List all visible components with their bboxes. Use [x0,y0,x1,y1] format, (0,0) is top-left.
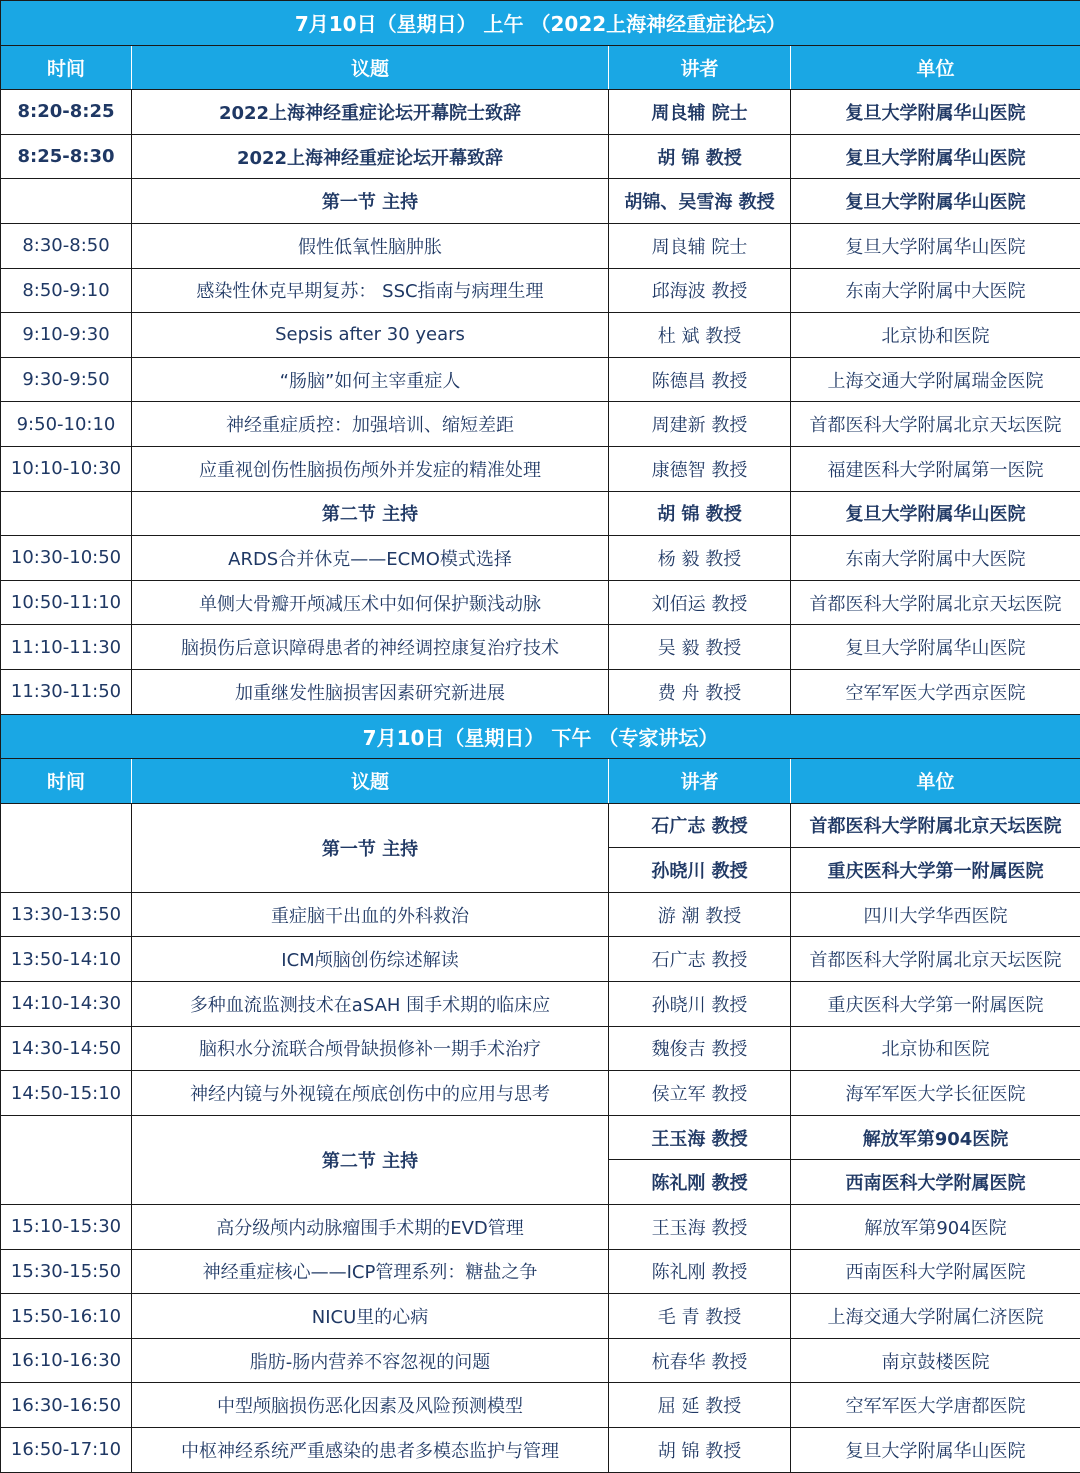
time-cell: 8:20-8:25 [1,90,132,135]
session-title-row [1,714,1080,759]
time-cell: 10:10-10:30 [1,446,132,491]
table-row [1,536,1080,581]
topic-cell: 脂肪-肠内营养不容忽视的问题 [132,1338,609,1383]
unit-cell: 首都医科大学附属北京天坛医院 [791,580,1080,625]
unit-cell: 空军军医大学唐都医院 [791,1383,1080,1428]
unit-cell: 海军军医大学长征医院 [791,1071,1080,1116]
table-row [1,1294,1080,1339]
column-header-topic: 议题 [132,45,609,90]
topic-cell: NICU里的心病 [132,1294,609,1339]
table-row [1,1338,1080,1383]
speaker-cell: 陈礼刚 教授 [609,1249,791,1294]
topic-cell: 多种血流监测技术在aSAH 围手术期的临床应 [132,982,609,1027]
topic-cell: Sepsis after 30 years [132,313,609,358]
speaker-cell: 侯立军 教授 [609,1071,791,1116]
table-row [1,892,1080,937]
table-row [1,669,1080,714]
unit-cell: 北京协和医院 [791,313,1080,358]
table-row [1,1428,1080,1473]
topic-cell: 脑积水分流联合颅骨缺损修补一期手术治疗 [132,1026,609,1071]
topic-cell: 脑损伤后意识障碍患者的神经调控康复治疗技术 [132,625,609,670]
column-header-row [1,759,1080,804]
topic-cell: 单侧大骨瓣开颅减压术中如何保护颞浅动脉 [132,580,609,625]
unit-cell: 北京协和医院 [791,1026,1080,1071]
unit-cell: 复旦大学附属华山医院 [791,223,1080,268]
topic-cell: 神经重症质控：加强培训、缩短差距 [132,402,609,447]
unit-cell: 首都医科大学附属北京天坛医院 [791,402,1080,447]
topic-cell: 2022上海神经重症论坛开幕院士致辞 [132,90,609,135]
table-row [1,937,1080,982]
time-cell: 14:30-14:50 [1,1026,132,1071]
unit-cell: 空军军医大学西京医院 [791,669,1080,714]
chair-speaker: 石广志 教授 [609,803,791,848]
topic-cell: 第一节 主持 [132,179,609,224]
topic-cell: “肠脑”如何主宰重症人 [132,357,609,402]
time-cell: 16:30-16:50 [1,1383,132,1428]
column-header-time: 时间 [1,759,132,804]
unit-cell: 东南大学附属中大医院 [791,536,1080,581]
speaker-cell: 费 舟 教授 [609,669,791,714]
topic-cell: ARDS合并休克——ECMO模式选择 [132,536,609,581]
speaker-cell: 胡 锦 教授 [609,134,791,179]
speaker-cell: 周良辅 院士 [609,223,791,268]
unit-cell: 上海交通大学附属仁济医院 [791,1294,1080,1339]
topic-cell: 感染性休克早期复苏： SSC指南与病理生理 [132,268,609,313]
unit-cell: 四川大学华西医院 [791,892,1080,937]
table-row [1,268,1080,313]
time-cell [1,803,132,892]
unit-cell: 重庆医科大学第一附属医院 [791,982,1080,1027]
speaker-cell: 屈 延 教授 [609,1383,791,1428]
column-header-speaker: 讲者 [609,45,791,90]
time-cell: 9:30-9:50 [1,357,132,402]
table-row [1,223,1080,268]
unit-cell: 复旦大学附属华山医院 [791,625,1080,670]
session-chair-label: 第二节 主持 [132,1115,609,1204]
speaker-cell: 周良辅 院士 [609,90,791,135]
unit-cell: 西南医科大学附属医院 [791,1249,1080,1294]
unit-cell: 复旦大学附属华山医院 [791,134,1080,179]
topic-cell: 神经内镜与外视镜在颅底创伤中的应用与思考 [132,1071,609,1116]
time-cell: 8:30-8:50 [1,223,132,268]
speaker-cell: 胡 锦 教授 [609,491,791,536]
topic-cell: 中枢神经系统严重感染的患者多模态监护与管理 [132,1428,609,1473]
unit-cell: 上海交通大学附属瑞金医院 [791,357,1080,402]
speaker-cell: 吴 毅 教授 [609,625,791,670]
speaker-cell: 魏俊吉 教授 [609,1026,791,1071]
table-row [1,491,1080,536]
column-header-topic: 议题 [132,759,609,804]
topic-cell: 应重视创伤性脑损伤颅外并发症的精准处理 [132,446,609,491]
time-cell: 15:10-15:30 [1,1205,132,1250]
table-row [1,357,1080,402]
table-row [1,1383,1080,1428]
time-cell: 10:50-11:10 [1,580,132,625]
table-row [1,313,1080,358]
time-cell: 11:30-11:50 [1,669,132,714]
speaker-cell: 刘佰运 教授 [609,580,791,625]
table-row [1,580,1080,625]
chair-row [1,803,1080,848]
time-cell: 14:50-15:10 [1,1071,132,1116]
unit-cell: 复旦大学附属华山医院 [791,90,1080,135]
topic-cell: 高分级颅内动脉瘤围手术期的EVD管理 [132,1205,609,1250]
unit-cell: 首都医科大学附属北京天坛医院 [791,937,1080,982]
session-title-row [1,1,1080,46]
time-cell: 8:25-8:30 [1,134,132,179]
column-header-unit: 单位 [791,45,1080,90]
speaker-cell: 康德智 教授 [609,446,791,491]
speaker-cell: 胡 锦 教授 [609,1428,791,1473]
speaker-cell: 周建新 教授 [609,402,791,447]
time-cell: 16:50-17:10 [1,1428,132,1473]
time-cell [1,179,132,224]
column-header-unit: 单位 [791,759,1080,804]
table-row [1,134,1080,179]
chair-unit: 首都医科大学附属北京天坛医院 [791,803,1080,848]
topic-cell: 2022上海神经重症论坛开幕致辞 [132,134,609,179]
speaker-cell: 孙晓川 教授 [609,982,791,1027]
speaker-cell: 杜 斌 教授 [609,313,791,358]
speaker-cell: 邱海波 教授 [609,268,791,313]
chair-speaker: 王玉海 教授 [609,1115,791,1160]
table-row [1,1205,1080,1250]
unit-cell: 南京鼓楼医院 [791,1338,1080,1383]
table-row [1,90,1080,135]
speaker-cell: 毛 青 教授 [609,1294,791,1339]
unit-cell: 东南大学附属中大医院 [791,268,1080,313]
time-cell [1,1115,132,1204]
column-header-speaker: 讲者 [609,759,791,804]
unit-cell: 复旦大学附属华山医院 [791,179,1080,224]
table-row [1,982,1080,1027]
column-header-row [1,45,1080,90]
topic-cell: 假性低氧性脑肿胀 [132,223,609,268]
time-cell [1,491,132,536]
time-cell: 8:50-9:10 [1,268,132,313]
table-row [1,1249,1080,1294]
session-title: 7月10日（星期日） 上午 （2022上海神经重症论坛） [1,1,1080,46]
time-cell: 10:30-10:50 [1,536,132,581]
time-cell: 16:10-16:30 [1,1338,132,1383]
unit-cell: 复旦大学附属华山医院 [791,1428,1080,1473]
schedule-body [1,1,1080,1473]
time-cell: 15:50-16:10 [1,1294,132,1339]
topic-cell: 加重继发性脑损害因素研究新进展 [132,669,609,714]
table-row [1,1071,1080,1116]
topic-cell: ICM颅脑创伤综述解读 [132,937,609,982]
time-cell: 9:50-10:10 [1,402,132,447]
chair-speaker: 孙晓川 教授 [609,848,791,893]
table-row [1,402,1080,447]
topic-cell: 重症脑干出血的外科救治 [132,892,609,937]
session-title: 7月10日（星期日） 下午 （专家讲坛） [1,714,1080,759]
table-row [1,446,1080,491]
unit-cell: 解放军第904医院 [791,1205,1080,1250]
speaker-cell: 杭春华 教授 [609,1338,791,1383]
table-row [1,1026,1080,1071]
speaker-cell: 王玉海 教授 [609,1205,791,1250]
speaker-cell: 杨 毅 教授 [609,536,791,581]
chair-speaker: 陈礼刚 教授 [609,1160,791,1205]
topic-cell: 神经重症核心——ICP管理系列：糖盐之争 [132,1249,609,1294]
session-chair-label: 第一节 主持 [132,803,609,892]
topic-cell: 中型颅脑损伤恶化因素及风险预测模型 [132,1383,609,1428]
time-cell: 14:10-14:30 [1,982,132,1027]
topic-cell: 第二节 主持 [132,491,609,536]
speaker-cell: 陈德昌 教授 [609,357,791,402]
time-cell: 9:10-9:30 [1,313,132,358]
table-row [1,625,1080,670]
speaker-cell: 石广志 教授 [609,937,791,982]
chair-unit: 解放军第904医院 [791,1115,1080,1160]
time-cell: 15:30-15:50 [1,1249,132,1294]
table-row [1,179,1080,224]
chair-row [1,1115,1080,1160]
column-header-time: 时间 [1,45,132,90]
time-cell: 13:50-14:10 [1,937,132,982]
speaker-cell: 胡锦、吴雪海 教授 [609,179,791,224]
chair-unit: 西南医科大学附属医院 [791,1160,1080,1205]
time-cell: 11:10-11:30 [1,625,132,670]
unit-cell: 福建医科大学附属第一医院 [791,446,1080,491]
time-cell: 13:30-13:50 [1,892,132,937]
speaker-cell: 游 潮 教授 [609,892,791,937]
chair-unit: 重庆医科大学第一附属医院 [791,848,1080,893]
unit-cell: 复旦大学附属华山医院 [791,491,1080,536]
